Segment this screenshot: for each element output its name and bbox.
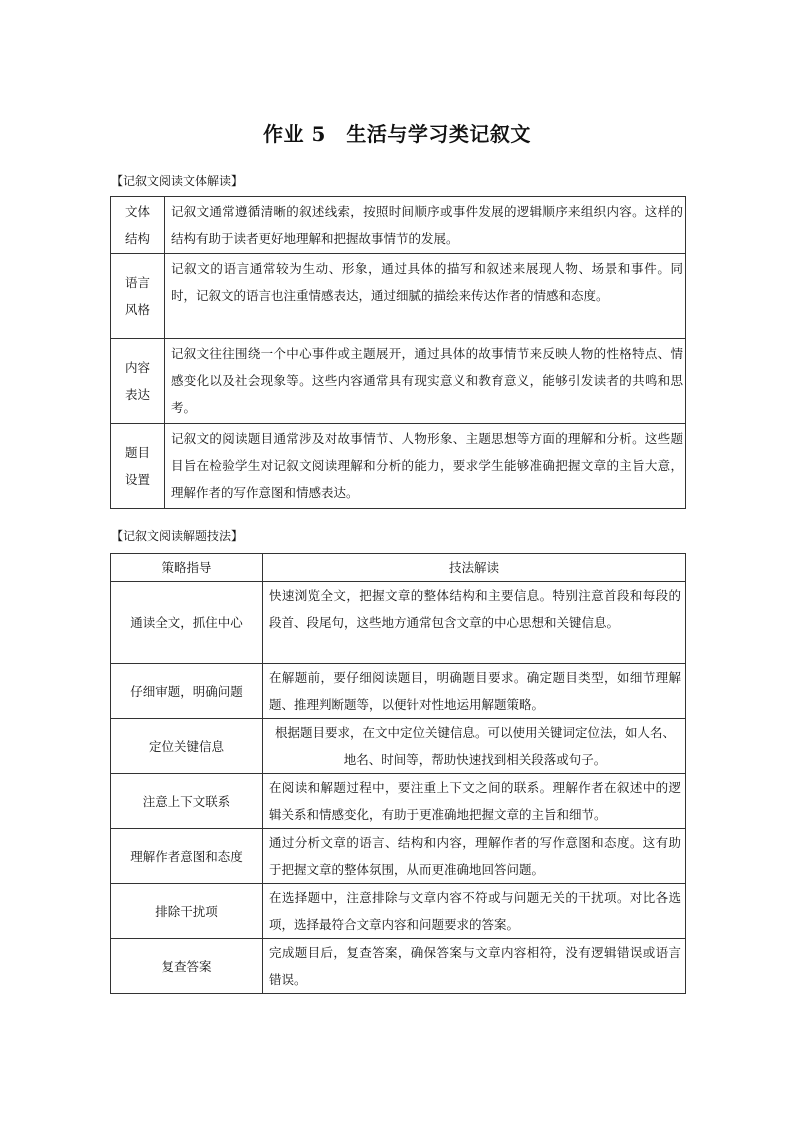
method-cell: 通过分析文章的语言、结构和内容，理解作者的写作意图和态度。这有助于把握文章的整体氛围，从而更准确地回答问题。	[263, 829, 686, 884]
table-row	[111, 424, 686, 509]
row-key-line: 风格	[124, 302, 150, 317]
table-row	[111, 719, 686, 774]
row-key-line: 语言	[124, 275, 150, 290]
strategy-cell: 注意上下文联系	[111, 774, 263, 829]
row-value: 记叙文的阅读题目通常涉及对故事情节、人物形象、主题思想等方面的理解和分析。这些题目旨在检验学生对记叙文阅读理解和分析的能力，要求学生能够准确把握文章的主旨大意，理解作者的写作意图和情感表达。	[165, 424, 686, 509]
table-row	[111, 339, 686, 424]
page-title: 作业 5 生活与学习类记叙文	[263, 122, 531, 146]
table-row	[111, 582, 686, 664]
row-key	[111, 339, 165, 424]
table-header-row	[111, 554, 686, 582]
method-cell: 快速浏览全文，把握文章的整体结构和主要信息。特别注意首段和每段的段首、段尾句，这些地方通常包含文章的中心思想和关键信息。	[263, 582, 686, 664]
table-row	[111, 939, 686, 994]
strategy-cell: 仔细审题，明确问题	[111, 664, 263, 719]
strategy-cell: 定位关键信息	[111, 719, 263, 774]
row-key	[111, 254, 165, 339]
section-label-genre: 【记叙文阅读文体解读】	[111, 174, 244, 188]
row-key-line: 文体	[124, 204, 150, 219]
method-cell: 在阅读和解题过程中，要注重上下文之间的联系。理解作者在叙述中的逻辑关系和情感变化，有助于更准确地把握文章的主旨和细节。	[263, 774, 686, 829]
method-cell: 在解题前，要仔细阅读题目，明确题目要求。确定题目类型，如细节理解题、推理判断题等，以便针对性地运用解题策略。	[263, 664, 686, 719]
strategy-cell: 通读全文，抓住中心	[111, 582, 263, 664]
table-row	[111, 197, 686, 254]
row-key-line: 设置	[124, 472, 150, 487]
solving-techniques-table	[110, 553, 686, 994]
method-cell: 在选择题中，注意排除与文章内容不符或与问题无关的干扰项。对比各选项，选择最符合文章内容和问题要求的答案。	[263, 884, 686, 939]
row-key-line: 结构	[124, 231, 150, 246]
strategy-cell: 复查答案	[111, 939, 263, 994]
row-key-line: 题目	[124, 445, 150, 460]
row-key	[111, 424, 165, 509]
row-value: 记叙文通常遵循清晰的叙述线索，按照时间顺序或事件发展的逻辑顺序来组织内容。这样的结构有助于读者更好地理解和把握故事情节的发展。	[165, 197, 686, 254]
method-cell: 完成题目后，复查答案，确保答案与文章内容相符，没有逻辑错误或语言错误。	[263, 939, 686, 994]
table-row	[111, 254, 686, 339]
table-row	[111, 774, 686, 829]
row-key-line: 表达	[124, 387, 150, 402]
column-header-strategy: 策略指导	[111, 554, 263, 582]
table-row	[111, 829, 686, 884]
method-cell: 根据题目要求，在文中定位关键信息。可以使用关键词定位法，如人名、地名、时间等，帮助快速找到相关段落或句子。	[263, 719, 686, 774]
table-row	[111, 884, 686, 939]
row-key-line: 内容	[124, 360, 150, 375]
genre-interpretation-table	[110, 196, 686, 509]
strategy-cell: 排除干扰项	[111, 884, 263, 939]
row-value: 记叙文的语言通常较为生动、形象，通过具体的描写和叙述来展现人物、场景和事件。同时，记叙文的语言也注重情感表达，通过细腻的描绘来传达作者的情感和态度。	[165, 254, 686, 339]
row-value: 记叙文往往围绕一个中心事件或主题展开，通过具体的故事情节来反映人物的性格特点、情感变化以及社会现象等。这些内容通常具有现实意义和教育意义，能够引发读者的共鸣和思考。	[165, 339, 686, 424]
table-row	[111, 664, 686, 719]
column-header-method: 技法解读	[263, 554, 686, 582]
section-label-techniques: 【记叙文阅读解题技法】	[111, 529, 244, 543]
strategy-cell: 理解作者意图和态度	[111, 829, 263, 884]
row-key	[111, 197, 165, 254]
